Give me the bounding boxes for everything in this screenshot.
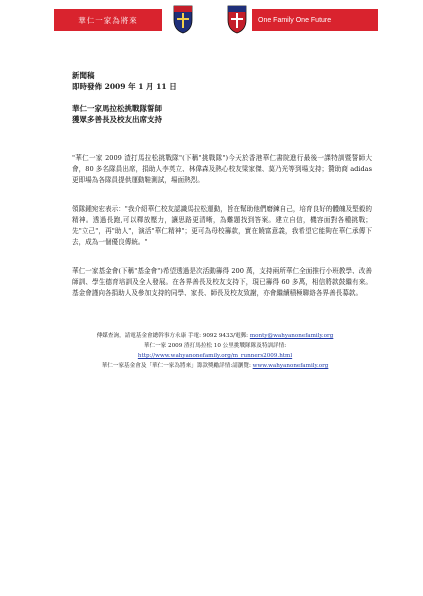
- foundation-website-link[interactable]: www.wahyanonefamily.org: [252, 363, 329, 369]
- school-crest-right-icon: [226, 4, 248, 34]
- runners-page-link[interactable]: http://www.wahyanonefamily.org/m_runners2009.html: [137, 353, 293, 359]
- foundation-info-line: [60, 361, 370, 371]
- contact-email-link[interactable]: monty@wahyanonefamily.org: [249, 333, 334, 339]
- release-date: 即時發佈 2009 年 1 月 11 日: [72, 82, 177, 91]
- body-paragraph-3: 華仁一家基金會(下稱"基金會")希望透過是次活動籌得 200 萬，支持兩所華仁全面推行小班教學、改善師訓、學生德育培訓及全人發展。在各界善長及校友支持下，現已籌得 60 多萬，相信將款鼓繼有來。基金會謹向各捐助人及參加支持的同學、家長、師長及校友致謝，亦會繼續積極聯絡各界善長募款。: [72, 267, 372, 297]
- school-crests: [172, 4, 248, 36]
- headline-line-1: 華仁一家馬拉松挑戰隊誓師: [72, 104, 162, 113]
- press-release-label: 新聞稿: [72, 71, 95, 80]
- header-banner-english: One Family One Future: [252, 9, 378, 31]
- body-paragraph-2: 領隊鍾宛宏表示："我介紹華仁校友認識馬拉松運動，旨在幫助他們磨鍊自己，培育良好的體魄及堅毅的精神。透過長跑,可以釋放壓力，讓思路更清晰，為難題找到答案。建立自信，機容面對各種挑戰；先"立己"，再"助人"，演活"華仁精神"；更可為母校籌款，實在饒富意義，我希望它能夠在華仁承傳下去，成為一個優良傳統。": [72, 205, 372, 246]
- body-paragraph-1: "華仁一家 2009 渣打馬拉松挑戰隊"(下稱"挑戰隊")今天於香港華仁書院進行最後一課特訓暨誓師大會，80 多名隊員出席，捐助人李英立、林偉森及熱心校友梁家傑、莫乃光等到場支持；贊助商 adidas 更即場為各隊員提供運動鞋測試，場面熱烈。: [72, 154, 372, 184]
- media-contact-text: 傳媒查詢，請電基金會總幹事方永康 手電: 9092 9433/電郵:: [96, 333, 250, 339]
- foundation-info-text: 華仁一家基金會及「華仁一家為將來」籌款獎勵詳情:請瀏覽:: [101, 363, 253, 369]
- header-banner-chinese: 華仁一家為將來: [54, 9, 162, 31]
- school-crest-left-icon: [172, 4, 194, 34]
- headline-line-2: 獲眾多善長及校友出席支持: [72, 115, 162, 124]
- media-contact-line: [60, 331, 370, 341]
- team-details-line: 華仁一家 2009 渣打馬拉松 10 公里挑戰隊隊及特訓詳情:: [143, 343, 287, 349]
